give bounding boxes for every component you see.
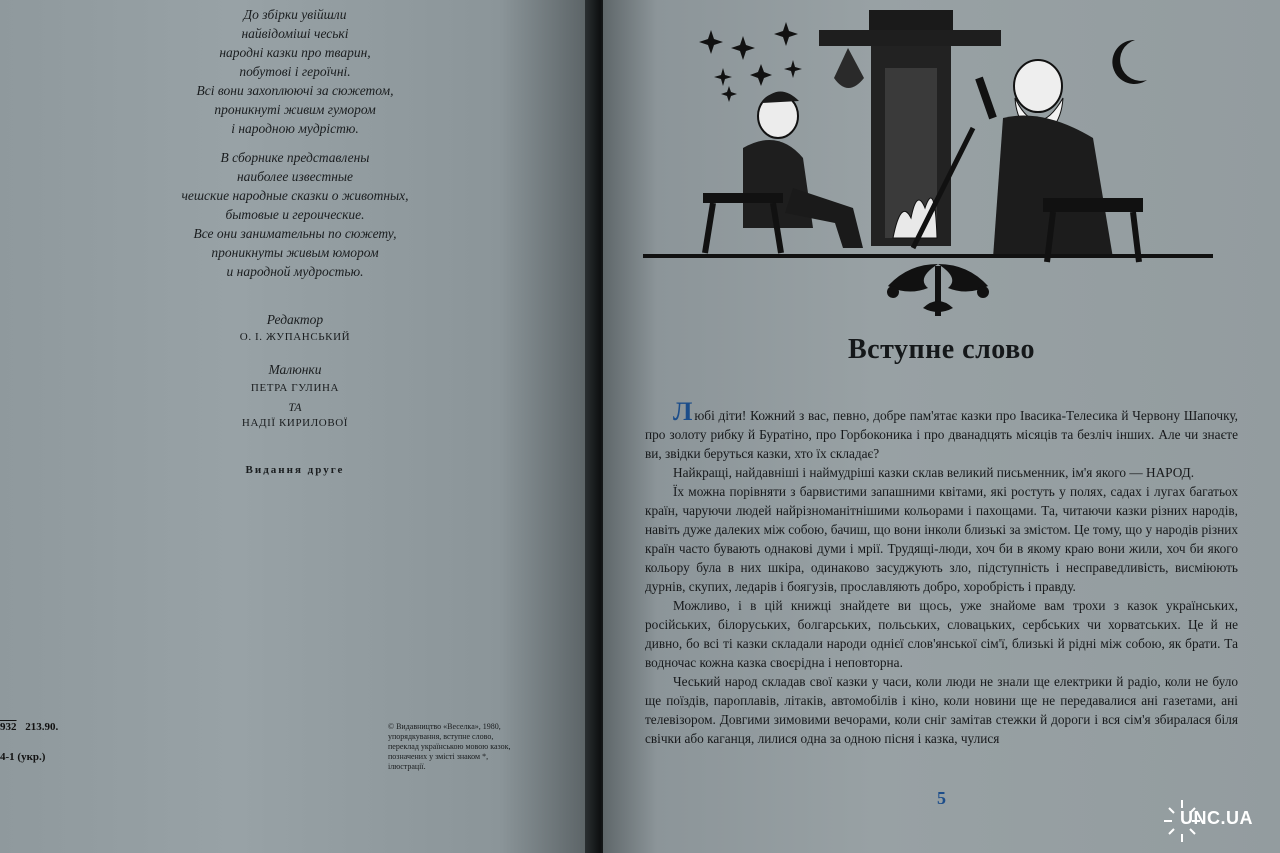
editor-name: О. І. ЖУПАНСЬКИЙ <box>239 331 351 343</box>
drop-cap: Л <box>673 397 693 426</box>
copyright-line: переклад українською мовою казок, <box>388 742 511 751</box>
blurb-line: і народною мудрістю. <box>231 121 359 136</box>
copyright-line: позначених у змісті знаком *, <box>388 752 489 761</box>
index-code-2: 213.90. <box>25 721 59 733</box>
blurb-line: проникнуты живым юмором <box>211 245 379 260</box>
blurb-line: побутові і героїчні. <box>239 64 351 79</box>
blurb-line: наиболее известные <box>236 169 354 184</box>
paragraph: Найкращі, найдавніші і наймудріші казки склав великий письменник, ім'я якого — НАРОД. <box>673 465 1195 480</box>
blurb-line: До збірки увійшли <box>243 7 347 22</box>
index-code-1: 932 <box>0 721 17 733</box>
copyright-line: ілюстрації. <box>388 762 426 771</box>
copyright-line: © Видавництво «Веселка», 1980, <box>388 722 501 731</box>
copyright-line: упорядкування, вступне слово, <box>388 732 494 741</box>
paragraph: Можливо, і в цій книжці знайдете ви щось, уже знайоме вам трохи з казок українських, російських, білоруських, болгарських, польських, словацьких, сербських чи хорватських. Це й не дивно, бо всі ті казки складали народи однієї слов'янської сім'ї, близькі й рідні між собою, як брати. Та водночас кожна казка своєрідна і неповторна. <box>645 598 1238 670</box>
paragraph: Чеський народ складав свої казки у часи, коли люди не знали ще електрики й радіо, коли не було ще поїздів, пароплавів, літаків, автомобілів і кіно, коли новини ще не передавалися ані газетами, ані телевізором. Довгими зимовими вечорами, коли сніг замітав стежки й дороги і вся сім'я збиралася біля свічки або каганця, лилися одна за одною пісня і казка, чулися <box>645 674 1238 746</box>
index-code-3: 4-1 (укр.) <box>0 751 46 763</box>
illustrator-1: ПЕТРА ГУЛИНА <box>250 382 340 394</box>
blurb-line: бытовые и героические. <box>225 207 365 222</box>
editor-credit <box>60 312 530 343</box>
editor-role: Редактор <box>266 312 324 327</box>
blurb-line: и народной мудростью. <box>226 264 364 279</box>
blurb-line: проникнуті живим гумором <box>214 102 376 117</box>
fireplace-illustration <box>643 8 1223 328</box>
illustrations-role: Малюнки <box>268 362 322 377</box>
illustrator-credit <box>60 362 530 429</box>
page-number: 5 <box>937 788 946 808</box>
blurb-line: Всі вони захоплюючі за сюжетом, <box>196 83 394 98</box>
intro-text <box>645 397 1238 748</box>
copyright-notice <box>388 722 563 772</box>
left-page <box>0 0 588 853</box>
blurb-line: Все они занимательны по сюжету, <box>193 226 397 241</box>
right-page <box>603 0 1280 853</box>
edition-note: Видання друге <box>245 464 345 476</box>
paragraph: Їх можна порівняти з барвистими запашними квітами, які ростуть у полях, садах і лугах багатьох країн, чаруючи людей найрізноманітнішими кольорами і пахощами. Та, читаючи казки різних народів, навіть дуже далеких між собою, бачиш, що вони інколи близькі за змістом. Це тому, що у народів різних країн часто бувають однакові думи і мрії. Трудящі-люди, хоч би в якому краю вони жили, хоч би якого кольору була в них шкіра, одинаково засуджують зло, підступність і несправедливість, висміюють дурнів, скупих, ледарів і боягузів, прославляють добро, хоробрість і правду. <box>645 484 1238 594</box>
illustrator-2: НАДІЇ КИРИЛОВОЇ <box>241 417 349 429</box>
blurb-line: народні казки про тварин, <box>219 45 371 60</box>
blurb-line: В сборнике представлены <box>220 150 370 165</box>
site-watermark <box>1162 796 1272 846</box>
blurb-ukrainian <box>60 5 530 138</box>
conjunction: ТА <box>288 400 302 414</box>
index-codes <box>0 720 58 764</box>
blurb-line: найвідоміші чеські <box>241 26 349 41</box>
watermark-text: UNC.UA <box>1180 808 1253 828</box>
blurb-russian <box>60 148 530 281</box>
blurb-line: чешские народные сказки о животных, <box>181 188 409 203</box>
intro-paragraph <box>645 397 1238 463</box>
first-paragraph-text: юбі діти! Кожний з вас, певно, добре пам'ятає казки про Івасика-Телесика й Червону Шапочку, про золоту рибку й Буратіно, про Горбоконика і про дванадцять місяців та безліч інших. Але чи знаєте ви, звідки беруться казки, хто їх складає? <box>645 408 1238 461</box>
page-title: Вступне слово <box>847 334 1036 365</box>
